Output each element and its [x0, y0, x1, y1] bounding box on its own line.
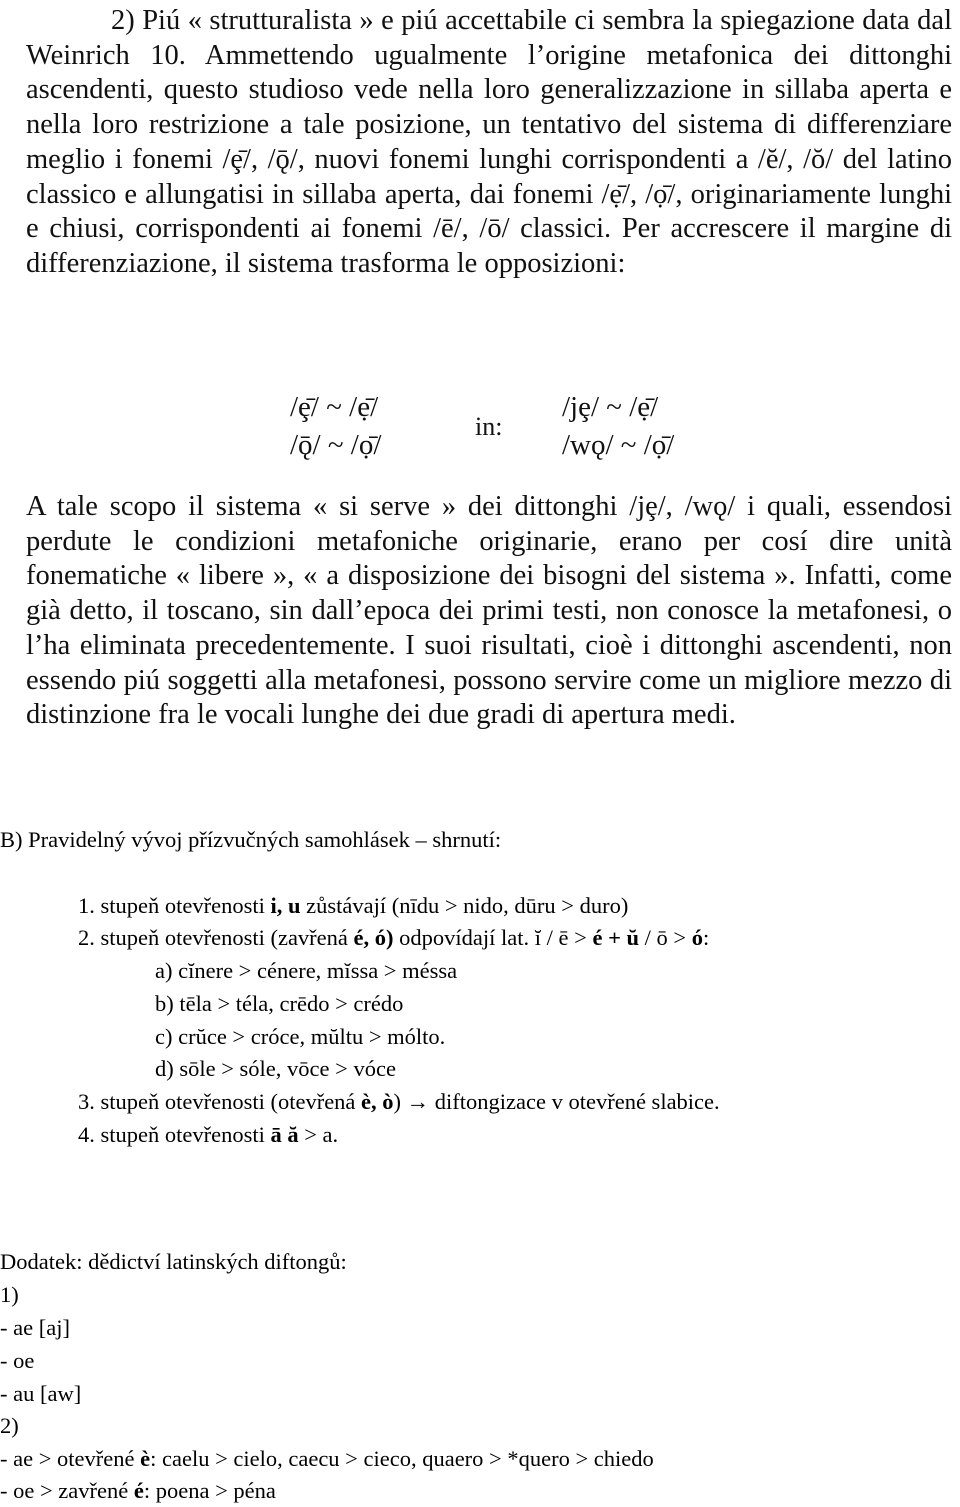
summary-item-4: 4. stupeň otevřenosti ā ă > a. [78, 1122, 339, 1147]
scan-paragraph-1: 2) Piú « strutturalista » e piú accettabile ci sembra la spiegazione data dal Weinrich 10. Ammettendo ugualmente l’origine metafonica dei dittonghi ascendenti, questo studioso vede nella loro generalizzazione in sillaba aperta e nella loro restrizione a tale posizione, un tentativo del sistema di differenziare meglio i fonemi /ȩ̄/, /ǭ/, nuovi fonemi lunghi corrispondenti a /ĕ/, /ŏ/ del latino classico e allungatisi in sillaba aperta, dai fonemi /ẹ̄/, /ọ̄/, originariamente lunghi e chiusi, corrispondenti ai fonemi /ē/, /ō/ classici. Per accrescere il margine di differenziazione, il sistema trasforma le opposizioni: [26, 5, 952, 279]
appendix-item-au: - au [aw] [0, 1381, 82, 1406]
appendix-number-1: 1) [0, 1282, 19, 1307]
appendix-rule-ae: - ae > otevřené è: caelu > cielo, caecu > cieco, quaero > *quero > chiedo [0, 1446, 654, 1471]
scan-paragraph-2: A tale scopo il sistema « si serve » dei dittonghi /jȩ/, /wǫ/ i quali, essendosi perdute le condizioni metafoniche originarie, erano per cosí dire unità fonematiche « libere », « a disposizione dei bisogni del sistema ». Infatti, come già detto, il toscano, sin dall’epoca dei primi testi, non conosce la metafonesi, o l’ha eliminata precedentemente. I suoi risultati, cioè i dittonghi ascendenti, non essendo piú soggetti alla metafonesi, possono servire come un migliore mezzo di distinzione fra le vocali lunghe dei due gradi di apertura medi. [26, 491, 952, 731]
appendix-heading: Dodatek: dědictví latinských diftongů: [0, 1249, 347, 1274]
summary-heading: B) Pravidelný vývoj přízvučných samohlásek – shrnutí: [0, 827, 502, 852]
summary-subitem-d: d) sōle > sóle, vōce > vóce [155, 1056, 396, 1081]
opposition-right-1: /jȩ/ ~ /ẹ̄/ [562, 391, 659, 423]
appendix-number-2: 2) [0, 1413, 19, 1438]
opposition-right-2: /wǫ/ ~ /ọ̄/ [562, 429, 675, 461]
summary-item-3: 3. stupeň otevřenosti (otevřená è, ò) → diftongizace v otevřené slabice. [78, 1089, 720, 1114]
appendix-rule-oe: - oe > zavřené é: poena > péna [0, 1478, 276, 1503]
summary-item-1: 1. stupeň otevřenosti i, u zůstávají (nīdu > nido, dūru > duro) [78, 893, 629, 918]
opposition-left-2: /ǭ/ ~ /ọ̄/ [290, 429, 382, 461]
summary-subitem-b: b) tēla > téla, crēdo > crédo [155, 991, 404, 1016]
appendix-item-oe: - oe [0, 1348, 35, 1373]
summary-subitem-a: a) cĭnere > cénere, mĭssa > méssa [155, 958, 458, 983]
summary-subitem-c: c) crŭce > cróce, mŭltu > mólto. [155, 1024, 446, 1049]
opposition-in-label: in: [475, 412, 503, 441]
opposition-left-1: /ȩ̄/ ~ /ẹ̄/ [290, 391, 379, 423]
oppositions-block [0, 384, 960, 464]
summary-item-2: 2. stupeň otevřenosti (zavřená é, ó) odpovídají lat. ĭ / ē > é + ŭ / ō > ó: [78, 925, 710, 950]
appendix-item-ae: - ae [aj] [0, 1315, 70, 1340]
